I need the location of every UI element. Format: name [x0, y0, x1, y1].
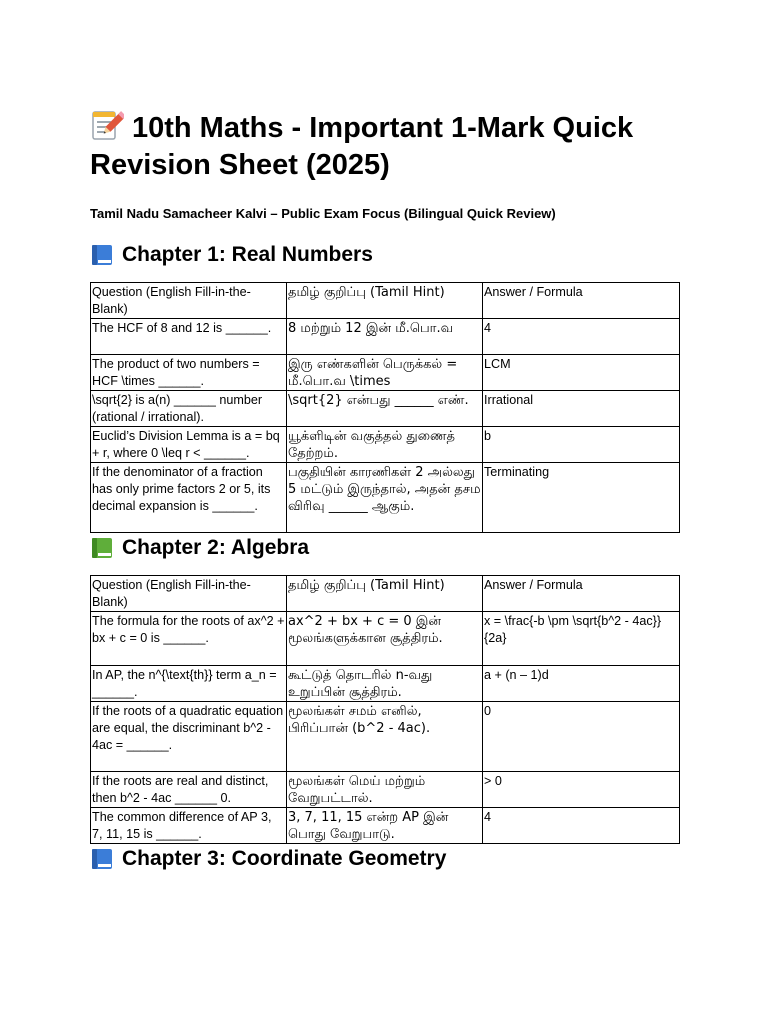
header-question: Question (English Fill-in-the-Blank): [91, 283, 287, 319]
question-cell: \sqrt{2} is a(n) ______ number (rational / irrational).: [91, 391, 287, 427]
chapter-2-table: [90, 575, 680, 844]
chapter-1-table: [90, 282, 680, 533]
table-row: [91, 808, 680, 844]
table-header-row: [91, 576, 680, 612]
tamil-hint-cell: இரு எண்களின் பெருக்கல் = மீ.பொ.வ \times: [287, 355, 483, 391]
table-row: [91, 702, 680, 772]
answer-cell: x = \frac{-b \pm \sqrt{b^2 - 4ac}}{2a}: [483, 612, 680, 666]
tamil-hint-cell: மூலங்கள் மெய் மற்றும் வேறுபட்டால்.: [287, 772, 483, 808]
tamil-hint-cell: கூட்டுத் தொடரில் n-வது உறுப்பின் சூத்திரம்.: [287, 666, 483, 702]
blue-book-icon: [90, 243, 114, 267]
answer-cell: 0: [483, 702, 680, 772]
header-tamil-hint: தமிழ் குறிப்பு (Tamil Hint): [287, 576, 483, 612]
answer-cell: 4: [483, 808, 680, 844]
table-row: [91, 666, 680, 702]
question-cell: The formula for the roots of ax^2 + bx + c = 0 is ______.: [91, 612, 287, 666]
header-tamil-hint: தமிழ் குறிப்பு (Tamil Hint): [287, 283, 483, 319]
table-row: [91, 391, 680, 427]
tamil-hint-cell: பகுதியின் காரணிகள் 2 அல்லது 5 மட்டும் இருந்தால், அதன் தசம விரிவு ______ ஆகும்.: [287, 463, 483, 533]
answer-cell: Terminating: [483, 463, 680, 533]
tamil-hint-cell: யூக்ளிடின் வகுத்தல் துணைத் தேற்றம்.: [287, 427, 483, 463]
answer-cell: a + (n – 1)d: [483, 666, 680, 702]
table-header-row: [91, 283, 680, 319]
question-cell: The HCF of 8 and 12 is ______.: [91, 319, 287, 355]
question-cell: The common difference of AP 3, 7, 11, 15 is ______.: [91, 808, 287, 844]
question-cell: If the roots are real and distinct, then b^2 - 4ac ______ 0.: [91, 772, 287, 808]
tamil-hint-cell: ax^2 + bx + c = 0 இன் மூலங்களுக்கான சூத்திரம்.: [287, 612, 483, 666]
header-answer: Answer / Formula: [483, 576, 680, 612]
green-book-icon: [90, 536, 114, 560]
table-row: [91, 772, 680, 808]
memo-icon: [90, 108, 124, 142]
table-row: [91, 319, 680, 355]
chapter-3-heading: Chapter 3: Coordinate Geometry: [90, 846, 678, 872]
blue-book-icon: [90, 847, 114, 871]
header-answer: Answer / Formula: [483, 283, 680, 319]
chapter-2-heading: Chapter 2: Algebra: [90, 535, 678, 561]
table-row: [91, 355, 680, 391]
answer-cell: Irrational: [483, 391, 680, 427]
question-cell: If the denominator of a fraction has only prime factors 2 or 5, its decimal expansion is ______.: [91, 463, 287, 533]
document-title: 10th Maths - Important 1-Mark Quick Revision Sheet (2025): [90, 108, 678, 184]
table-row: [91, 427, 680, 463]
tamil-hint-cell: 3, 7, 11, 15 என்ற AP இன் பொது வேறுபாடு.: [287, 808, 483, 844]
answer-cell: b: [483, 427, 680, 463]
document-subtitle: Tamil Nadu Samacheer Kalvi – Public Exam Focus (Bilingual Quick Review): [90, 206, 556, 221]
table-row: [91, 612, 680, 666]
table-row: [91, 463, 680, 533]
question-cell: The product of two numbers = HCF \times ______.: [91, 355, 287, 391]
tamil-hint-cell: 8 மற்றும் 12 இன் மீ.பொ.வ: [287, 319, 483, 355]
answer-cell: > 0: [483, 772, 680, 808]
question-cell: Euclid’s Division Lemma is a = bq + r, where 0 \leq r < ______.: [91, 427, 287, 463]
tamil-hint-cell: \sqrt{2} என்பது ______ எண்.: [287, 391, 483, 427]
answer-cell: 4: [483, 319, 680, 355]
question-cell: In AP, the n^{\text{th}} term a_n = ______.: [91, 666, 287, 702]
chapter-1-heading: Chapter 1: Real Numbers: [90, 242, 678, 268]
header-question: Question (English Fill-in-the-Blank): [91, 576, 287, 612]
answer-cell: LCM: [483, 355, 680, 391]
question-cell: If the roots of a quadratic equation are equal, the discriminant b^2 - 4ac = ______.: [91, 702, 287, 772]
tamil-hint-cell: மூலங்கள் சமம் எனில், பிரிப்பான் (b^2 - 4ac).: [287, 702, 483, 772]
